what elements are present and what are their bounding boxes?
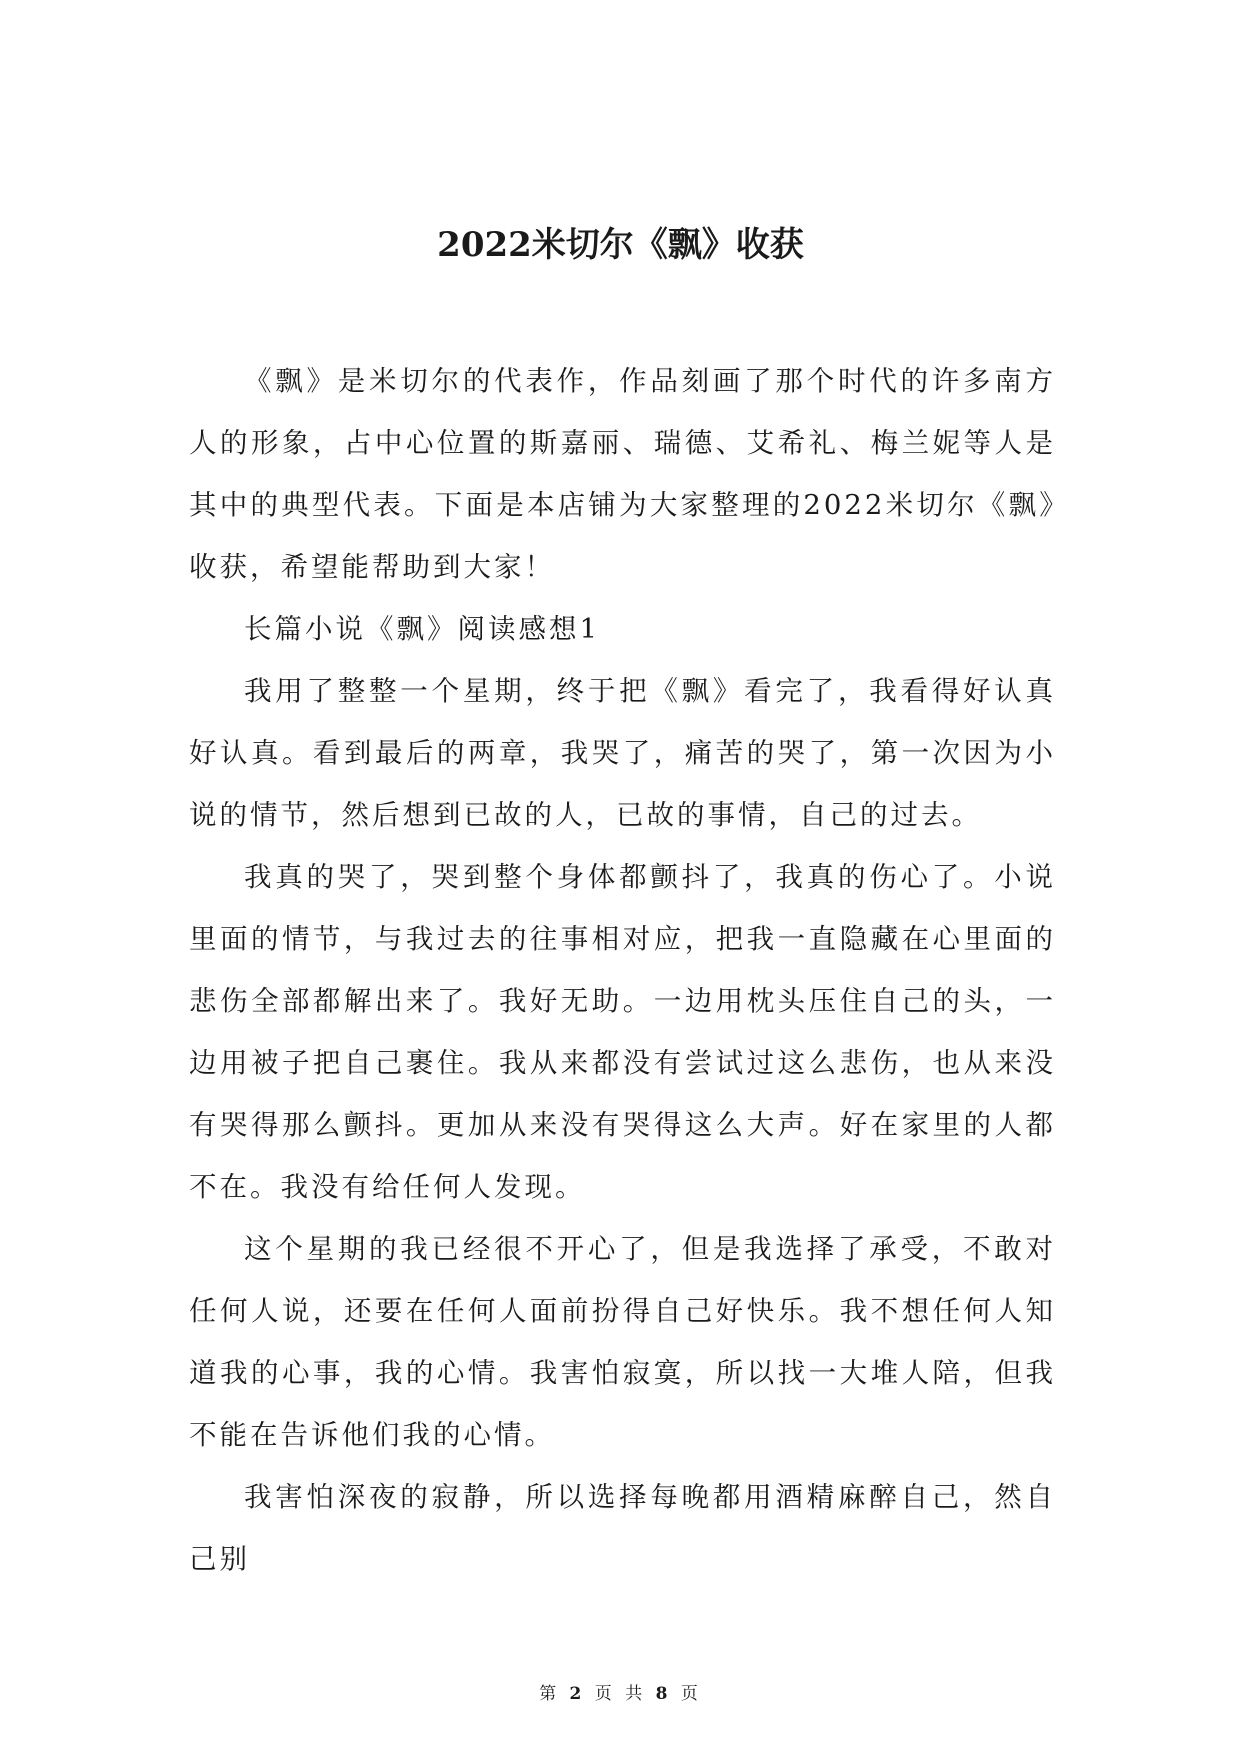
footer-middle: 页 共 bbox=[594, 1684, 647, 1704]
body-paragraph: 这个星期的我已经很不开心了，但是我选择了承受，不敢对任何人说，还要在任何人面前扮得自己好快乐。我不想任何人知道我的心事，我的心情。我害怕寂寞，所以找一大堆人陪，但我不能在告诉他们我的心情。 bbox=[189, 1233, 1056, 1451]
page-title: 2022米切尔《飘》收获 bbox=[437, 225, 804, 265]
document-body bbox=[189, 350, 1056, 1590]
footer-prefix: 第 bbox=[539, 1684, 561, 1704]
footer-total-pages: 8 bbox=[655, 1684, 672, 1704]
footer-suffix: 页 bbox=[680, 1684, 702, 1704]
footer-page-number: 2 bbox=[569, 1684, 586, 1704]
intro-paragraph: 《飘》是米切尔的代表作，作品刻画了那个时代的许多南方人的形象，占中心位置的斯嘉丽、瑞德、艾希礼、梅兰妮等人是其中的典型代表。下面是本店铺为大家整理的2022米切尔《飘》收获，希望能帮助到大家！ bbox=[189, 365, 1056, 583]
body-paragraph: 我用了整整一个星期，终于把《飘》看完了，我看得好认真好认真。看到最后的两章，我哭了，痛苦的哭了，第一次因为小说的情节，然后想到已故的人，已故的事情，自己的过去。 bbox=[189, 675, 1056, 831]
body-paragraph: 我真的哭了，哭到整个身体都颤抖了，我真的伤心了。小说里面的情节，与我过去的往事相对应，把我一直隐藏在心里面的悲伤全部都解出来了。我好无助。一边用枕头压住自己的头，一边用被子把自己裹住。我从来都没有尝试过这么悲伤，也从来没有哭得那么颤抖。更加从来没有哭得这么大声。好在家里的人都不在。我没有给任何人发现。 bbox=[189, 861, 1056, 1203]
page-footer bbox=[0, 1682, 1241, 1706]
body-paragraph: 我害怕深夜的寂静，所以选择每晚都用酒精麻醉自己，然自己别 bbox=[189, 1481, 1056, 1575]
section-heading: 长篇小说《飘》阅读感想1 bbox=[244, 613, 600, 645]
